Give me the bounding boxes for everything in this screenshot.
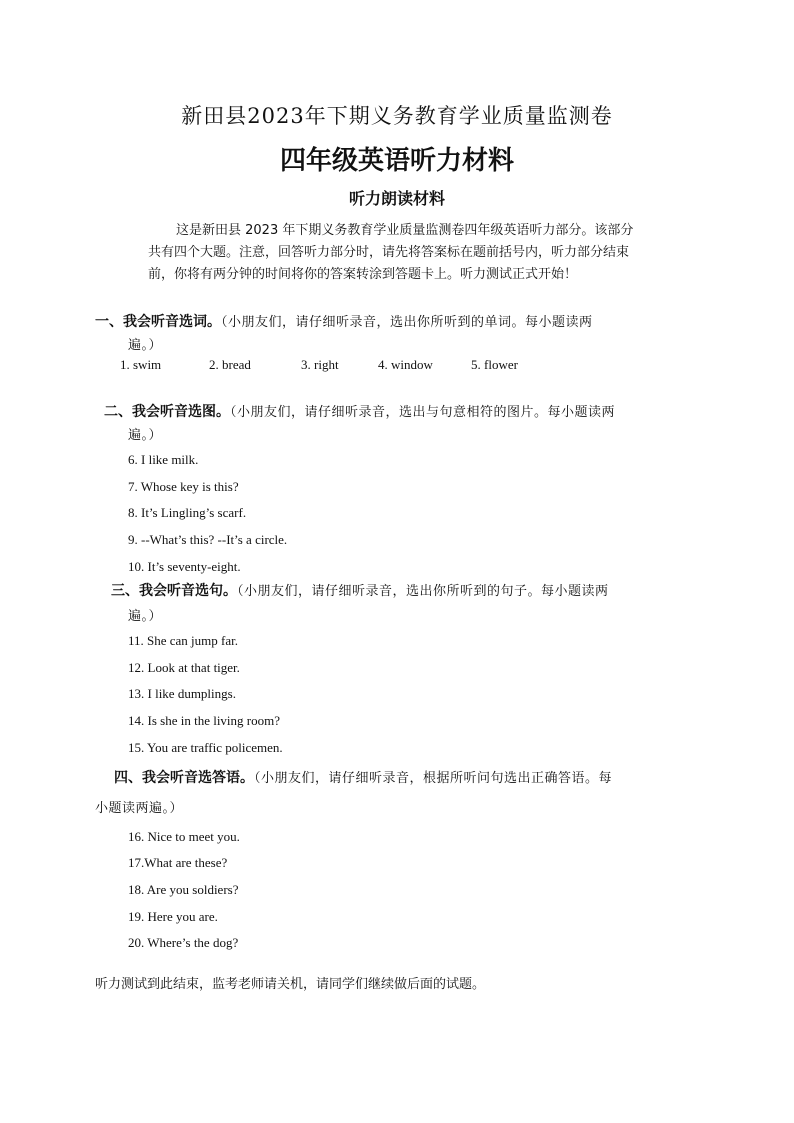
- section-4-note-cont: 小题读两遍。）: [95, 801, 184, 816]
- list-item: 14. Is she in the living room?: [128, 713, 281, 728]
- section-3-heading-line: [111, 580, 609, 600]
- list-item: 15. You are traffic policemen.: [128, 740, 283, 755]
- intro-line-2: 共有四个大题。注意，回答听力部分时，请先将答案标在题前括号内，听力部分结束: [148, 245, 630, 260]
- section-1-heading-line: [95, 311, 593, 331]
- list-item: 20. Where’s the dog?: [128, 935, 239, 950]
- section-3-note-cont: 遍。）: [128, 609, 163, 624]
- section-3-note: （小朋友们，请仔细听录音，选出你所听到的句子。每小题读两: [237, 584, 609, 599]
- sub-title: 听力朗读材料: [348, 189, 445, 208]
- exam-title: 新田县2023年下期义务教育学业质量监测卷: [181, 104, 613, 128]
- section-1-heading: 一、我会听音选词。: [95, 314, 221, 330]
- section-2-heading-line: [104, 401, 615, 421]
- section-2-heading: 二、我会听音选图。: [104, 404, 230, 420]
- list-item: 8. It’s Lingling’s scarf.: [128, 505, 247, 520]
- subject-title: 四年级英语听力材料: [279, 146, 514, 176]
- section-2-note-cont: 遍。）: [128, 428, 163, 443]
- section-1-note-cont: 遍。）: [128, 338, 163, 353]
- list-item: 3. right: [301, 357, 339, 372]
- list-item: 12. Look at that tiger.: [128, 660, 240, 675]
- list-item: 13. I like dumplings.: [128, 686, 236, 701]
- list-item: 16. Nice to meet you.: [128, 829, 240, 844]
- list-item: 1. swim: [120, 357, 162, 372]
- list-item: 9. --What’s this? --It’s a circle.: [128, 532, 288, 547]
- section-4-heading-line: [114, 767, 612, 787]
- intro-line-1: 这是新田县 2023 年下期义务教育学业质量监测卷四年级英语听力部分。该部分: [176, 223, 634, 238]
- intro-line-3: 前，你将有两分钟的时间将你的答案转涂到答题卡上。听力测试正式开始！: [148, 267, 578, 282]
- section-2-note: （小朋友们，请仔细听录音，选出与句意相符的图片。每小题读两: [230, 405, 616, 420]
- list-item: 6. I like milk.: [128, 452, 199, 467]
- section-4-heading: 四、我会听音选答语。: [114, 770, 254, 786]
- list-item: 5. flower: [471, 357, 518, 372]
- list-item: 2. bread: [209, 357, 251, 372]
- section-4-note: （小朋友们，请仔细听录音，根据所听问句选出正确答语。每: [254, 771, 613, 786]
- closing-note: 听力测试到此结束，监考老师请关机，请同学们继续做后面的试题。: [95, 977, 486, 992]
- section-3-heading: 三、我会听音选句。: [111, 583, 237, 599]
- list-item: 11. She can jump far.: [128, 633, 238, 648]
- list-item: 18. Are you soldiers?: [128, 882, 239, 897]
- list-item: 7. Whose key is this?: [128, 479, 239, 494]
- list-item: 17.What are these?: [128, 855, 228, 870]
- list-item: 19. Here you are.: [128, 909, 218, 924]
- list-item: 4. window: [378, 357, 433, 372]
- section-1-note: （小朋友们，请仔细听录音，选出你所听到的单词。每小题读两: [221, 315, 593, 330]
- list-item: 10. It’s seventy-eight.: [128, 559, 241, 574]
